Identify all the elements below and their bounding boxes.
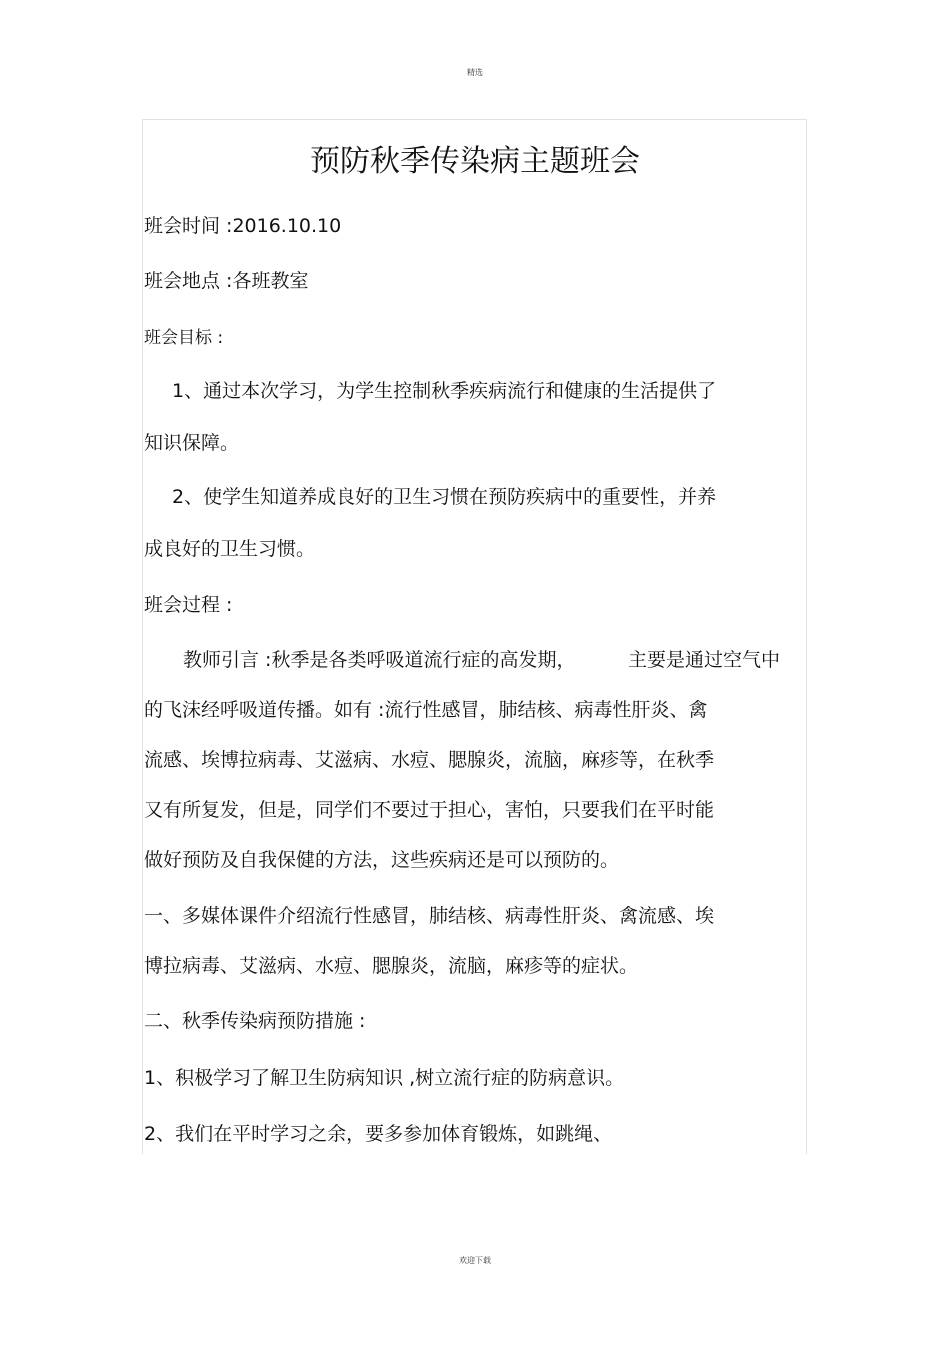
- document-title: 预防秋季传染病主题班会: [310, 144, 640, 179]
- meeting-goal-label: 班会目标 :: [144, 328, 224, 348]
- section-1-line-2: 博拉病毒、艾滋病、水痘、腮腺炎，流脑，麻疹等的症状。: [144, 955, 639, 977]
- header-note: 精选: [467, 68, 483, 77]
- process-label: 班会过程 :: [144, 594, 233, 616]
- goal-2-line-1: 2、使学生知道养成良好的卫生习惯在预防疾病中的重要性，并养: [172, 486, 717, 508]
- meeting-time: 班会时间 :2016.10.10: [144, 215, 342, 237]
- footer-note: 欢迎下载: [459, 1256, 491, 1265]
- section-2-item-1: 1、积极学习了解卫生防病知识 ,树立流行症的防病意识。: [144, 1067, 625, 1089]
- intro-line-1b: 主要是通过空气中: [628, 649, 781, 671]
- intro-line-3: 流感、埃博拉病毒、艾滋病、水痘、腮腺炎，流脑，麻疹等，在秋季: [144, 749, 715, 771]
- section-2-heading: 二、秋季传染病预防措施 :: [144, 1010, 366, 1032]
- intro-line-5: 做好预防及自我保健的方法，这些疾病还是可以预防的。: [144, 849, 620, 871]
- intro-line-1a: 教师引言 :秋季是各类呼吸道流行症的高发期，: [183, 649, 576, 671]
- meeting-place: 班会地点 :各班教室: [144, 270, 309, 292]
- intro-line-2: 的飞沫经呼吸道传播。如有 :流行性感冒，肺结核、病毒性肝炎、禽: [144, 699, 708, 721]
- goal-2-line-2: 成良好的卫生习惯。: [144, 538, 316, 560]
- goal-1-line-2: 知识保障。: [144, 432, 240, 454]
- section-1-line-1: 一、多媒体课件介绍流行性感冒，肺结核、病毒性肝炎、禽流感、埃: [144, 905, 715, 927]
- intro-line-4: 又有所复发，但是，同学们不要过于担心，害怕，只要我们在平时能: [144, 799, 715, 821]
- goal-1-line-1: 1、通过本次学习，为学生控制秋季疾病流行和健康的生活提供了: [172, 380, 717, 402]
- section-2-item-2: 2、我们在平时学习之余，要多参加体育锻炼，如跳绳、: [144, 1123, 613, 1145]
